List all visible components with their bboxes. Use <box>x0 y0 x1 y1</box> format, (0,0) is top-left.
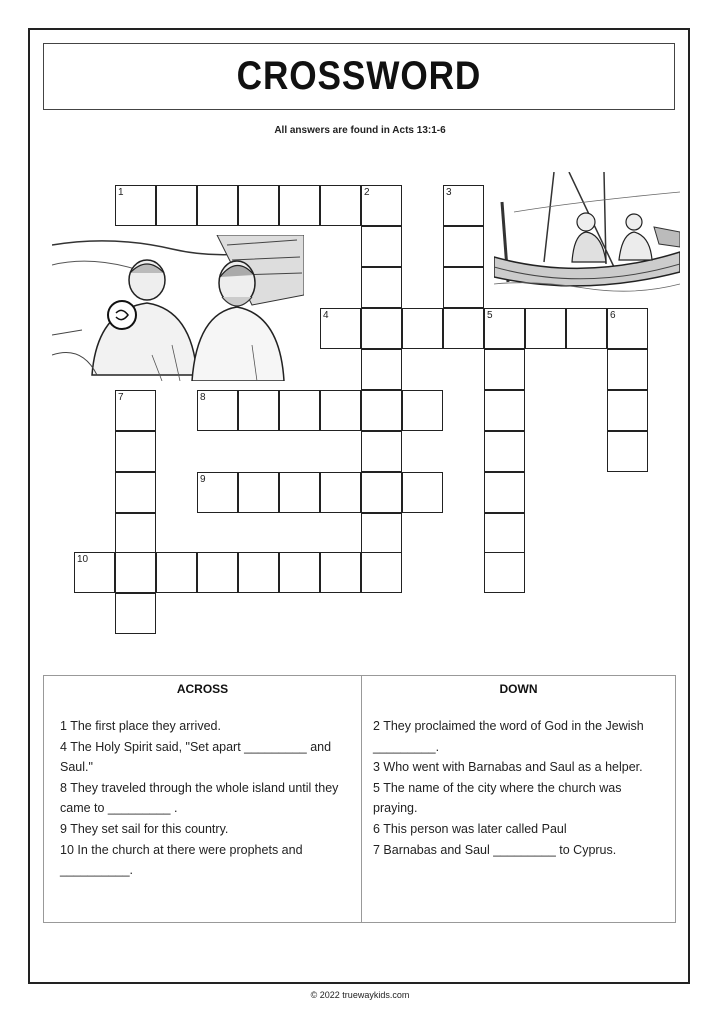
down-column <box>362 676 675 860</box>
grid-cell[interactable] <box>361 267 402 308</box>
grid-cell[interactable] <box>115 390 156 431</box>
page-title: CROSSWORD <box>236 54 482 98</box>
grid-cell[interactable] <box>197 552 238 593</box>
across-clue: 10 In the church at there were prophets and __________. <box>60 842 303 878</box>
grid-cell[interactable] <box>361 513 402 554</box>
grid-cell[interactable] <box>443 308 484 349</box>
grid-cell[interactable] <box>361 308 402 349</box>
grid-cell[interactable] <box>566 308 607 349</box>
grid-cell[interactable] <box>443 226 484 267</box>
grid-cell[interactable] <box>361 552 402 593</box>
grid-cell[interactable] <box>443 267 484 308</box>
grid-cell[interactable] <box>361 226 402 267</box>
grid-cell[interactable] <box>238 552 279 593</box>
clue-number: 4 <box>323 310 329 321</box>
grid-cell[interactable] <box>156 552 197 593</box>
grid-cell[interactable] <box>484 308 525 349</box>
grid-cell[interactable] <box>361 390 402 431</box>
down-heading: DOWN <box>499 682 538 696</box>
footer-copyright: © 2022 truewaykids.com <box>310 990 410 1000</box>
across-column <box>44 676 361 881</box>
grid-cell[interactable] <box>402 472 443 513</box>
grid-cell[interactable] <box>279 552 320 593</box>
grid-cell[interactable] <box>115 185 156 226</box>
grid-cell[interactable] <box>607 308 648 349</box>
across-heading: ACROSS <box>176 682 229 696</box>
clue-number: 9 <box>200 474 206 485</box>
across-clue: 8 They traveled through the whole island until they came to _________ . <box>60 780 339 816</box>
grid-cell[interactable] <box>361 472 402 513</box>
across-clue: 4 The Holy Spirit said, "Set apart _________ and Saul." <box>60 739 332 775</box>
clue-number: 3 <box>446 187 452 198</box>
grid-cell[interactable] <box>279 472 320 513</box>
grid-cell[interactable] <box>402 308 443 349</box>
grid-cell[interactable] <box>484 472 525 513</box>
grid-cell[interactable] <box>320 308 361 349</box>
grid-cell[interactable] <box>484 390 525 431</box>
clue-number: 8 <box>200 392 206 403</box>
grid-cell[interactable] <box>238 472 279 513</box>
grid-cell[interactable] <box>197 185 238 226</box>
grid-cell[interactable] <box>443 185 484 226</box>
down-clue: 3 Who went with Barnabas and Saul as a helper. <box>373 760 643 775</box>
down-clue: 7 Barnabas and Saul _________ to Cyprus. <box>373 842 617 857</box>
clue-box <box>43 675 676 923</box>
grid-cell[interactable] <box>238 185 279 226</box>
grid-cell[interactable] <box>361 185 402 226</box>
grid-cell[interactable] <box>320 390 361 431</box>
across-clue: 1 The first place they arrived. <box>60 719 221 733</box>
clue-number: 7 <box>118 392 124 403</box>
grid-cell[interactable] <box>320 472 361 513</box>
down-clue: 6 This person was later called Paul <box>373 821 567 836</box>
clue-number: 5 <box>487 310 493 321</box>
grid-cell[interactable] <box>361 431 402 472</box>
clue-number: 6 <box>610 310 616 321</box>
grid-cell[interactable] <box>115 552 156 593</box>
grid-cell[interactable] <box>320 185 361 226</box>
down-clue: 2 They proclaimed the word of God in the Jewish _________. <box>373 719 644 754</box>
title-box <box>43 43 675 110</box>
grid-cell[interactable] <box>484 552 525 593</box>
grid-cell[interactable] <box>525 308 566 349</box>
grid-cell[interactable] <box>115 472 156 513</box>
clue-number: 10 <box>77 554 89 565</box>
grid-cell[interactable] <box>402 390 443 431</box>
grid-cell[interactable] <box>74 552 115 593</box>
grid-cell[interactable] <box>361 349 402 390</box>
grid-cell[interactable] <box>115 431 156 472</box>
grid-cell[interactable] <box>115 593 156 634</box>
grid-cell[interactable] <box>197 390 238 431</box>
clue-number: 1 <box>118 187 124 198</box>
grid-cell[interactable] <box>238 390 279 431</box>
grid-cell[interactable] <box>320 552 361 593</box>
grid-cell[interactable] <box>607 390 648 431</box>
across-clue-list <box>44 716 361 881</box>
grid-cell[interactable] <box>607 431 648 472</box>
illustration-boat-icon <box>494 172 680 292</box>
down-clue: 5 The name of the city where the church was praying. <box>373 780 622 816</box>
grid-cell[interactable] <box>197 472 238 513</box>
grid-cell[interactable] <box>279 185 320 226</box>
grid-cell[interactable] <box>484 349 525 390</box>
clue-number: 2 <box>364 187 370 198</box>
page-subtitle: All answers are found in Acts 13:1-6 <box>274 125 446 136</box>
across-clue: 9 They set sail for this country. <box>60 821 229 836</box>
down-clue-list <box>362 716 675 860</box>
grid-cell[interactable] <box>607 349 648 390</box>
grid-cell[interactable] <box>115 513 156 554</box>
illustration-men-icon <box>52 235 304 381</box>
grid-cell[interactable] <box>279 390 320 431</box>
grid-cell[interactable] <box>484 431 525 472</box>
grid-cell[interactable] <box>156 185 197 226</box>
grid-cell[interactable] <box>484 513 525 554</box>
